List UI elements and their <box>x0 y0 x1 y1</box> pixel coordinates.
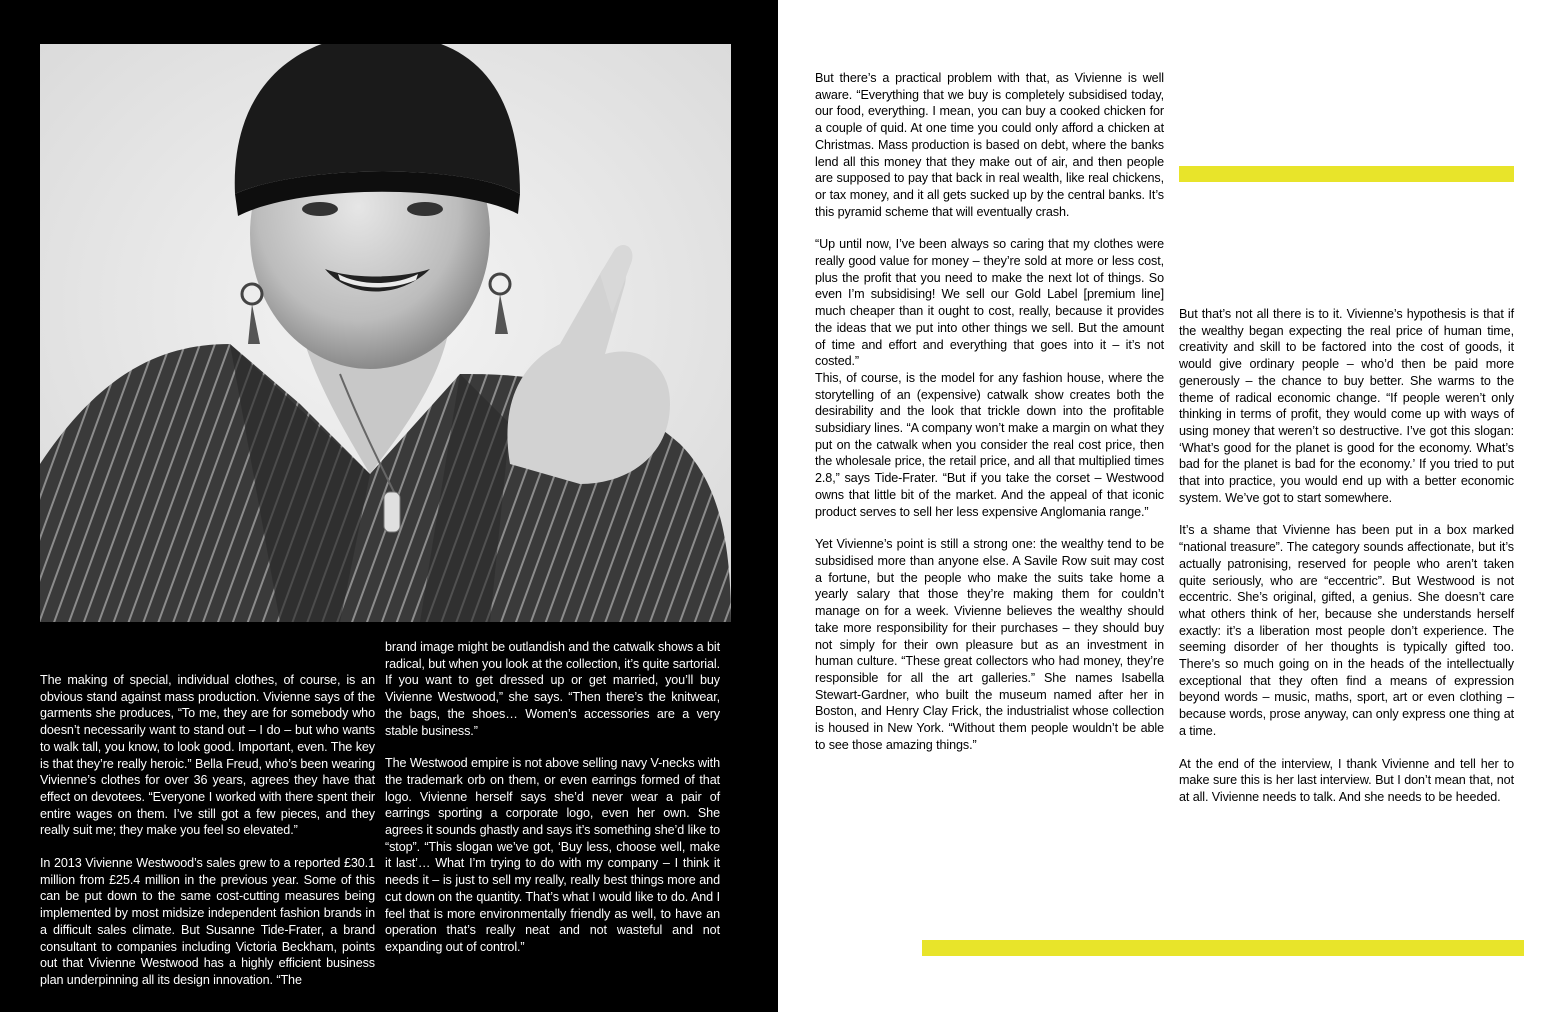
paragraph: brand image might be outlandish and the catwalk shows a bit radical, but when you look at the collection, it’s quite sartorial. If you want to get dressed up or get married, you’ll buy Vivienne Westwood,” she says. “Then there’s the knitwear, the bags, the shoes… Women’s accessories are a very stable business.” <box>385 640 720 738</box>
paragraph: The making of special, individual clothes, of course, is an obvious stand against mass production. Vivienne says of the garments she produces, “To me, they are for somebody who doesn’t necessarily want to stand out – I do – but who wants to walk tall, you know, to look good. Important, even. The key is that they’re really heroic.” Bella Freud, who’s been wearing Vivienne’s clothes for over 36 years, agrees they have that effect on devotees. “Everyone I worked with there spent their entire wages on them. I’ve still got a few pieces, and they really suit me; they make you feel so elevated.” <box>40 673 375 838</box>
paragraph: The Westwood empire is not above selling navy V-necks with the trademark orb on them, or even earrings formed of that logo. Vivienne herself says she’d never wear a pair of earrings sporting a corporate logo, even her own. She agrees it sounds ghastly and says it’s something she’d like to “stop”. “This slogan we’ve got, ‘Buy less, choose well, make it last’… What I’m trying to do with my company – I think it needs it – is just to sell my really, really best things more and cut down on the quantity. That’s what I would like to do. And I feel that is more environmentally friendly as well, to have an operation that’s really neat and not wasteful and not expanding out of control.” <box>385 756 720 954</box>
paragraph: But that’s not all there is to it. Vivienne’s hypothesis is that if the wealthy began expecting the real price of human time, creativity and skill to be factored into the cost of goods, it would give ordinary people – who’d then be paid more generously – the chance to buy better. She warms to the theme of radical economic change. “If people weren’t only thinking in terms of profit, they would come up with ways of using money that weren’t so destructive. I’ve got this slogan: ‘What’s good for the planet is good for the economy. What’s bad for the planet is bad for the economy.’ If you tried to put that into practice, you would end up with a better economic system. We’ve got to start somewhere. <box>1179 307 1514 505</box>
paragraph: In 2013 Vivienne Westwood’s sales grew to a reported £30.1 million from £25.4 million in the previous year. Some of this can be put down to the same cost-cutting measures being implemented by most midsize independent fashion brands in a difficult sales climate. But Susanne Tide-Frater, a brand consultant to companies including Victoria Beckham, points out that Vivienne Westwood has a highly efficient business plan underpinning all its design innovation. “The <box>40 856 375 987</box>
paragraph: Yet Vivienne’s point is still a strong one: the wealthy tend to be subsidised more than anyone else. A Savile Row suit may cost a fortune, but the people who make the suits take home a yearly salary that those they’re making them for couldn’t manage on for a week. Vivienne believes the wealthy should take more responsibility for their purchases – they should buy not simply for their own pleasure but as an investment in human culture. “These great collectors who had money, they’re responsible for all the art galleries.” She names Isabella Stewart-Gardner, who built the museum named after her in Boston, and Henry Clay Frick, the industrialist whose collection is housed in New York. “Without them people wouldn’t be able to see those amazing things.” <box>815 537 1164 752</box>
paragraph: This, of course, is the model for any fashion house, where the storytelling of an (expensive) catwalk show creates both the desirability and the look that trickle down into the profitable subsidiary lines. “A company won’t make a margin on what they put on the catwalk when you consider the real cost price, then the wholesale price, the retail price, and all that multiplied times 2.8,” says Tide-Frater. “But if you take the corset – Westwood owns that little bit of the market. And the appeal of that iconic product serves to sell her less expensive Anglomania range.” <box>815 370 1164 519</box>
paragraph: But there’s a practical problem with that, as Vivienne is well aware. “Everything that we buy is completely subsidised today, our food, everything. I mean, you can buy a cooked chicken for a couple of quid. At one time you could only afford a chicken at Christmas. Mass production is based on debt, where the banks lend all this money that they make out of air, and then people are supposed to pay that back in real wealth, like real chickens, or tax money, and it all gets sucked up by the central banks. It’s this pyramid scheme that will eventually crash. <box>815 71 1164 219</box>
paragraph: “Up until now, I’ve been always so caring that my clothes were really good value for money – they’re sold at more or less cost, plus the profit that you need to make the next lot of things. So even I’m subsidising! We sell our Gold Label [premium line] much cheaper than it ought to cost, really, because it provides the ideas that we put into other things we sell. But the amount of time and effort and everything that goes into it – it’s not costed.” <box>815 237 1164 369</box>
accent-bar-top <box>1179 166 1514 182</box>
portrait-image <box>40 44 731 622</box>
left-column-2 <box>385 639 720 956</box>
right-page <box>778 0 1554 1012</box>
portrait-photo <box>40 44 731 622</box>
accent-bar-bottom <box>922 940 1524 956</box>
left-column-1 <box>40 672 375 989</box>
right-column-1 <box>815 70 1164 753</box>
paragraph: It’s a shame that Vivienne has been put in a box marked “national treasure”. The category sounds affectionate, but it’s actually patronising, reserved for people who aren’t taken quite seriously, who are “eccentric”. But Westwood is not eccentric. She’s original, gifted, a genius. She doesn’t care what others think of her, because she understands herself exactly: it’s a liberation most people don’t experience. The seeming disorder of her thoughts is typically gifted too. There’s so much going on in the heads of the intellectually exceptional that they often find a means of expression beyond words – music, maths, sport, art or even clothing – because words, prose anyway, can only express one thing at a time. <box>1179 523 1514 738</box>
paragraph: At the end of the interview, I thank Vivienne and tell her to make sure this is her last interview. But I don’t mean that, not at all. Vivienne needs to talk. And she needs to be heeded. <box>1179 756 1514 804</box>
right-column-2 <box>1179 306 1514 806</box>
